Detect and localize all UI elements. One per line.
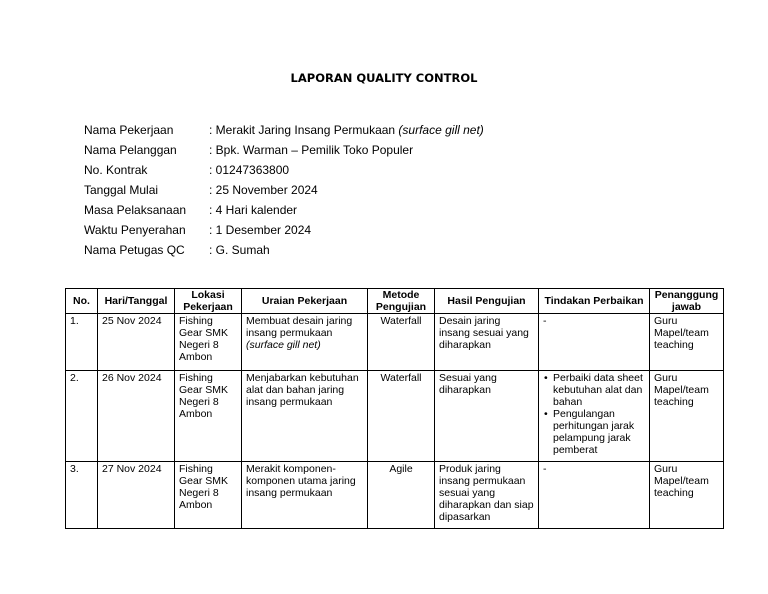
info-value: : 01247363800 — [209, 163, 290, 177]
column-header-action: Tindakan Perbaikan — [539, 289, 650, 314]
column-header-method: Metode Pengujian — [368, 289, 435, 314]
cell-date: 25 Nov 2024 — [98, 314, 175, 371]
cell-action: - — [539, 462, 650, 529]
cell-result: Sesuai yang diharapkan — [435, 371, 539, 462]
cell-action: - — [539, 314, 650, 371]
info-label: Nama Petugas QC — [84, 243, 185, 257]
cell-result: Produk jaring insang permukaan sesuai yang diharapkan dan siap dipasarkan — [435, 462, 539, 529]
cell-pic: Guru Mapel/team teaching — [650, 371, 724, 462]
cell-result: Desain jaring insang sesuai yang diharapkan — [435, 314, 539, 371]
column-header-location: Lokasi Pekerjaan — [175, 289, 242, 314]
cell-pic: Guru Mapel/team teaching — [650, 314, 724, 371]
info-value: : G. Sumah — [209, 243, 270, 257]
cell-location: Fishing Gear SMK Negeri 8 Ambon — [175, 462, 242, 529]
info-value: : Merakit Jaring Insang Permukaan (surface gill net) — [209, 123, 484, 137]
info-label: Nama Pekerjaan — [84, 123, 174, 137]
document-title: LAPORAN QUALITY CONTROL — [290, 71, 478, 85]
info-label: Masa Pelaksanaan — [84, 203, 187, 217]
cell-no: 3. — [66, 462, 98, 529]
column-header-description: Uraian Pekerjaan — [242, 289, 368, 314]
cell-date: 26 Nov 2024 — [98, 371, 175, 462]
cell-location: Fishing Gear SMK Negeri 8 Ambon — [175, 314, 242, 371]
cell-description-italic: (surface gill net) — [246, 339, 321, 351]
info-label: No. Kontrak — [84, 163, 148, 177]
cell-no: 2. — [66, 371, 98, 462]
info-value: : 25 November 2024 — [209, 183, 318, 197]
cell-location: Fishing Gear SMK Negeri 8 Ambon — [175, 371, 242, 462]
qc-table — [65, 288, 724, 529]
info-value: : 4 Hari kalender — [209, 203, 298, 217]
column-header-no: No. — [66, 289, 98, 314]
table-header-row — [66, 289, 724, 314]
table-row — [66, 314, 724, 371]
info-label: Tanggal Mulai — [84, 183, 159, 197]
action-list — [543, 372, 645, 456]
cell-method: Waterfall — [368, 371, 435, 462]
column-header-date: Hari/Tanggal — [98, 289, 175, 314]
cell-pic: Guru Mapel/team teaching — [650, 462, 724, 529]
table-row — [66, 462, 724, 529]
cell-description: Membuat desain jaring insang permukaan (surface gill net) — [242, 314, 368, 371]
action-list-item: • Perbaiki data sheet kebutuhan alat dan bahan — [553, 372, 645, 408]
action-list-item: • Pengulangan perhitungan jarak pelampung jarak pemberat — [553, 408, 645, 456]
info-value: : Bpk. Warman – Pemilik Toko Populer — [209, 143, 414, 157]
cell-description: Menjabarkan kebutuhan alat dan bahan jaring insang permukaan — [242, 371, 368, 462]
column-header-result: Hasil Pengujian — [435, 289, 539, 314]
info-value-italic: (surface gill net) — [398, 123, 484, 137]
table-row — [66, 371, 724, 462]
info-label: Nama Pelanggan — [84, 143, 177, 157]
cell-no: 1. — [66, 314, 98, 371]
info-value: : 1 Desember 2024 — [209, 223, 312, 237]
cell-description: Merakit komponen-komponen utama jaring insang permukaan — [242, 462, 368, 529]
info-label: Waktu Penyerahan — [84, 223, 186, 237]
cell-method: Agile — [368, 462, 435, 529]
column-header-pic: Penanggung jawab — [650, 289, 724, 314]
cell-method: Waterfall — [368, 314, 435, 371]
cell-action — [539, 371, 650, 462]
cell-date: 27 Nov 2024 — [98, 462, 175, 529]
